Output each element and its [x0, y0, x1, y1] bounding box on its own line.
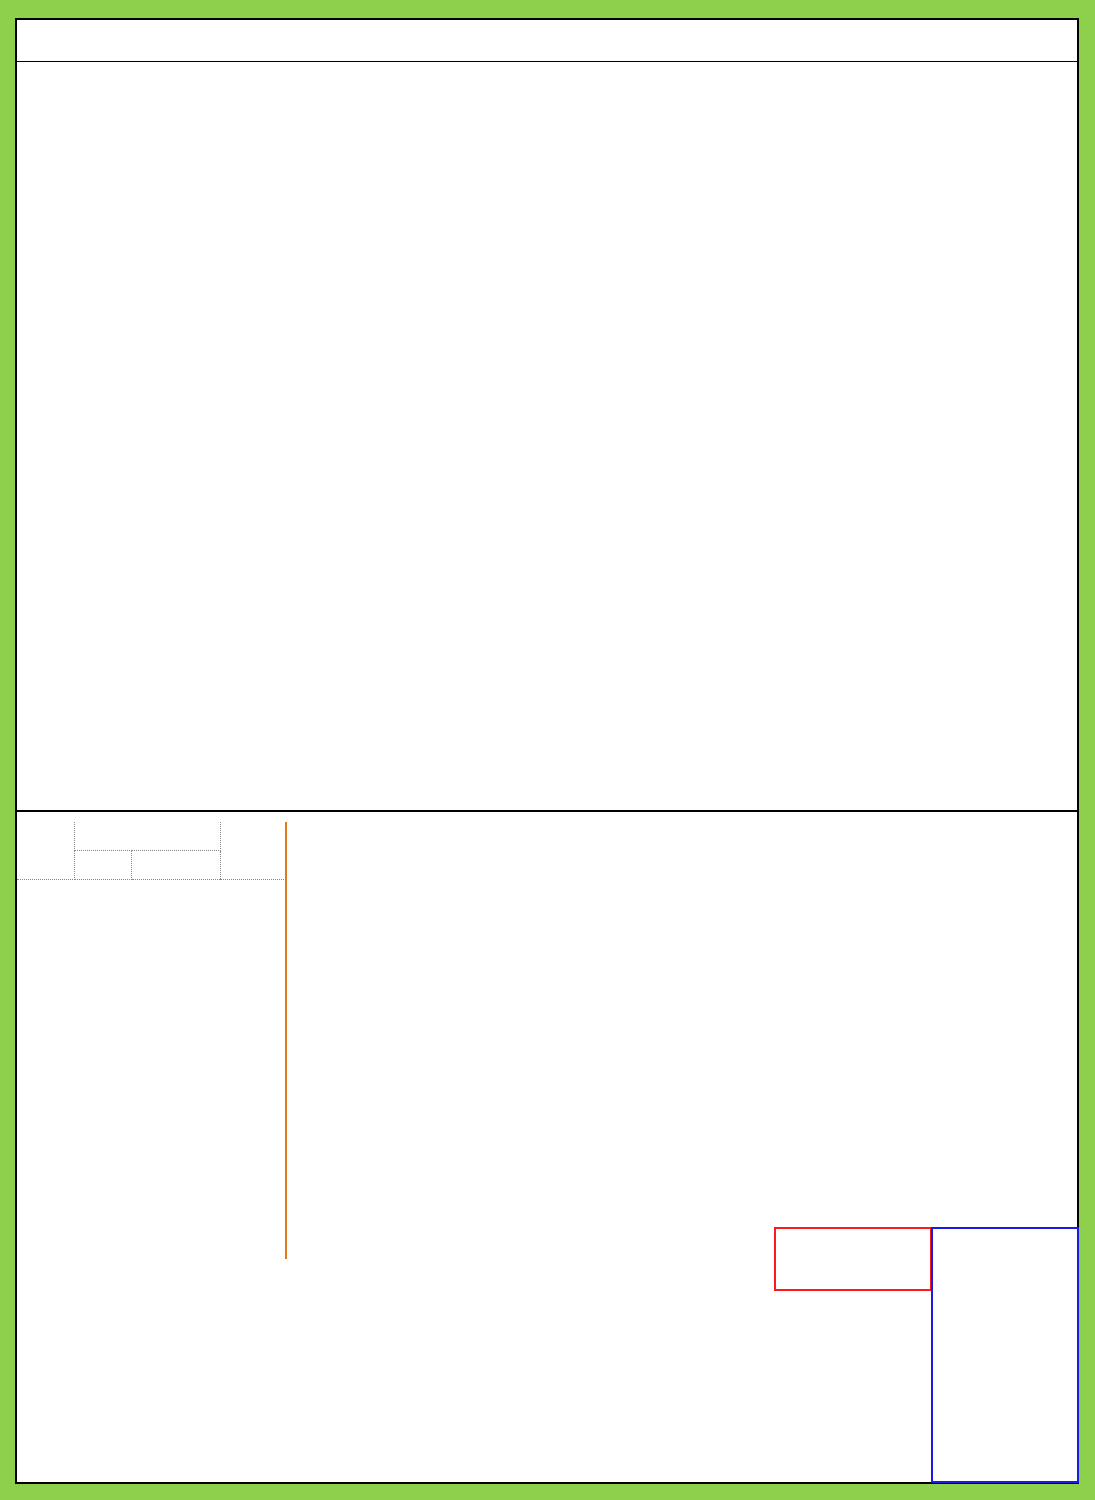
sheet-title	[17, 20, 1077, 62]
limit-title	[774, 1227, 932, 1291]
limit-blue-box	[931, 1227, 1079, 1483]
draw-records-area	[17, 63, 1077, 811]
count-header	[74, 822, 220, 851]
note-text	[17, 1261, 777, 1291]
stats-sheet	[15, 18, 1079, 1484]
recent-header	[220, 822, 285, 880]
before-header	[74, 851, 131, 880]
after-header	[131, 851, 220, 880]
zodiac-header	[17, 822, 74, 880]
zodiac-stats	[17, 822, 287, 880]
